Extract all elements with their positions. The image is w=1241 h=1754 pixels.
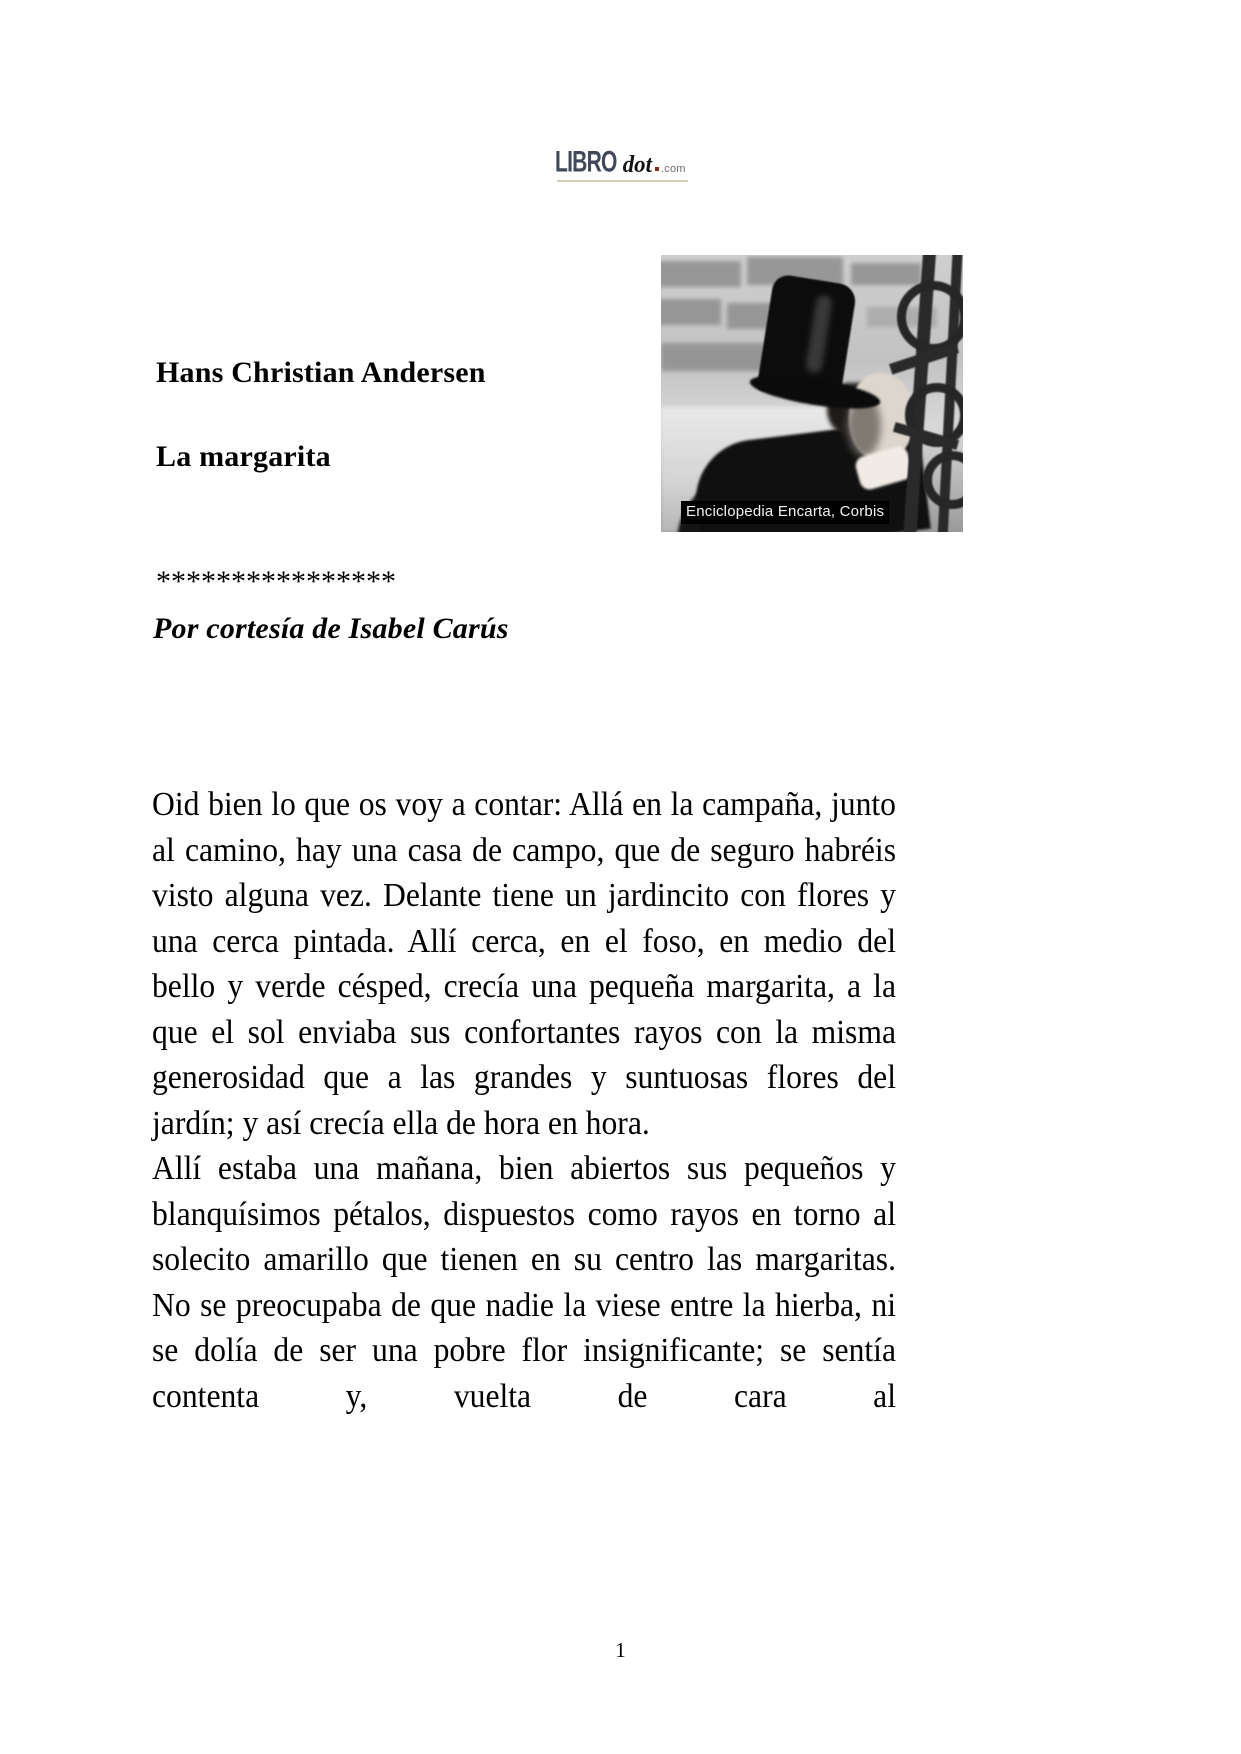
asterisk-divider: ****************	[156, 565, 396, 598]
body-text	[152, 782, 896, 1419]
brick-block	[661, 299, 721, 325]
author-portrait-image	[661, 255, 963, 532]
logo-wordmark-libro: LIBRO	[555, 145, 617, 179]
brick-block	[851, 263, 921, 285]
paragraph: Oid bien lo que os voy a contar: Allá en la campaña, junto al camino, hay una casa de campo, que de seguro habréis visto alguna vez. Delante tiene un jardincito con flores y una cerca pintada. Allí cerca, en el foso, en medio del bello y verde césped, crecía una pequeña margarita, a la que el sol enviaba sus confortantes rayos con la misma generosidad que a las grandes y suntuosas flores del jardín; y así crecía ella de hora en hora.	[152, 786, 896, 1142]
logo-dot-icon	[655, 167, 659, 171]
logo-wordmark-dot: dot	[623, 152, 653, 178]
site-logo	[0, 145, 1241, 182]
portrait-caption: Enciclopedia Encarta, Corbis	[681, 501, 889, 524]
courtesy-credit: Por cortesía de Isabel Carús	[153, 612, 509, 645]
librodot-logo	[555, 145, 686, 182]
logo-tld: .com	[661, 163, 686, 175]
author-name: Hans Christian Andersen	[156, 356, 486, 389]
brick-block	[661, 343, 765, 371]
logo-underline	[557, 180, 687, 182]
paragraph: Allí estaba una mañana, bien abiertos sus pequeños y blanquísimos pétalos, dispuestos como rayos en torno al solecito amarillo que tienen en su centro las margaritas. No se preocupaba de que nadie la viese entre la hierba, ni se dolía de ser una pobre flor insignificante; se sentía contenta y, vuelta de cara al	[152, 1150, 896, 1415]
page-number: 1	[615, 1638, 626, 1662]
page-title: La margarita	[156, 440, 331, 473]
brick-block	[661, 261, 741, 287]
